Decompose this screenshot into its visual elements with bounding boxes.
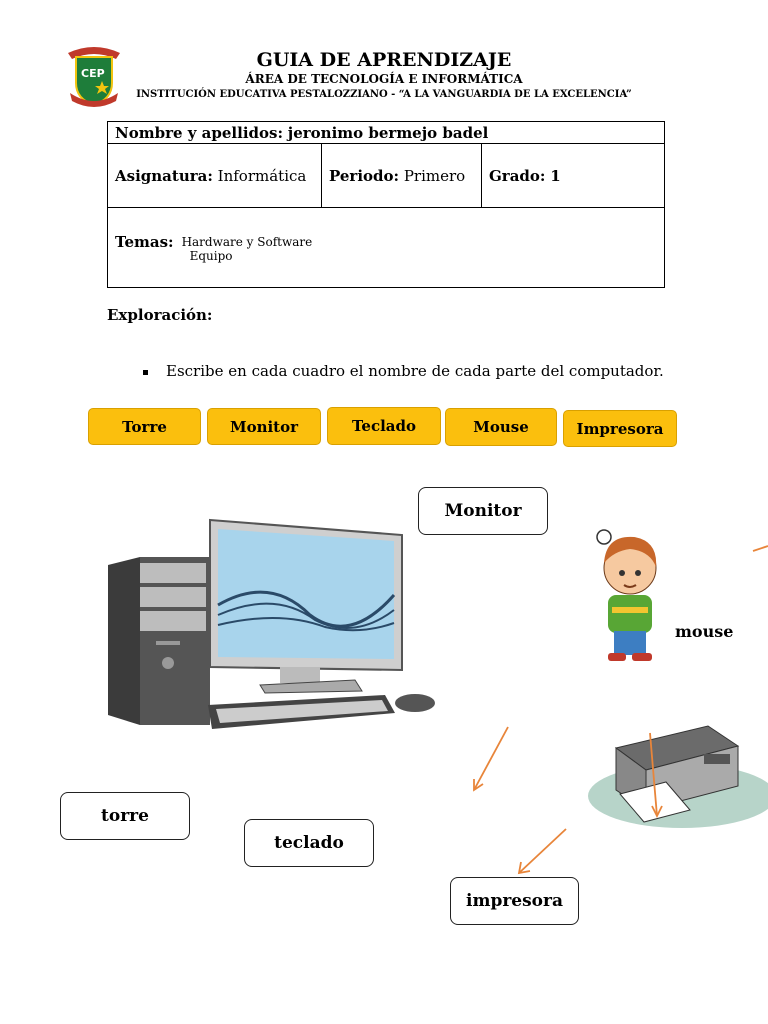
subject-value: Informática [217, 166, 307, 185]
word-chip-monitor: Monitor [207, 408, 321, 445]
subject-label: Asignatura: [115, 166, 213, 185]
word-chip-mouse: Mouse [445, 408, 557, 446]
institution-subtitle: INSTITUCIÓN EDUCATIVA PESTALOZZIANO - “A LA VANGUARDIA DE LA EXCELENCIA” [136, 89, 632, 100]
grade-label: Grado: [489, 166, 546, 185]
period-label: Periodo: [329, 166, 400, 185]
answer-label-mouse[interactable]: mouse [675, 622, 734, 641]
grade-value: 1 [550, 166, 561, 185]
area-subtitle: ÁREA DE TECNOLOGÍA E INFORMÁTICA [245, 72, 523, 86]
instruction-label: Escribe en cada cuadro el nombre de cada parte del computador. [166, 362, 664, 380]
answer-box-impresora[interactable]: impresora [450, 877, 579, 925]
answer-box-teclado[interactable]: teclado [244, 819, 374, 867]
name-value: jeronimo bermejo badel [287, 123, 489, 142]
answer-box-monitor[interactable]: Monitor [418, 487, 548, 535]
word-chip-teclado: Teclado [327, 407, 441, 445]
exploration-heading: Exploración: [107, 306, 213, 324]
topic-item: Hardware y Software [181, 234, 313, 249]
word-chip-torre: Torre [88, 408, 201, 445]
logo-text: CEP [81, 67, 105, 80]
period-value: Primero [403, 166, 466, 185]
arrow-teclado [474, 727, 508, 790]
page-title: GUIA DE APRENDIZAJE [256, 49, 512, 71]
answer-box-torre[interactable]: torre [60, 792, 190, 840]
topic-item: Equipo [189, 248, 233, 263]
topics-label: Temas: [115, 232, 174, 251]
word-chip-impresora: Impresora [563, 410, 677, 447]
name-label: Nombre y apellidos: [115, 123, 284, 142]
arrow-top-right [753, 546, 768, 551]
arrow-printer [650, 733, 657, 816]
arrow-impresora [519, 829, 566, 873]
